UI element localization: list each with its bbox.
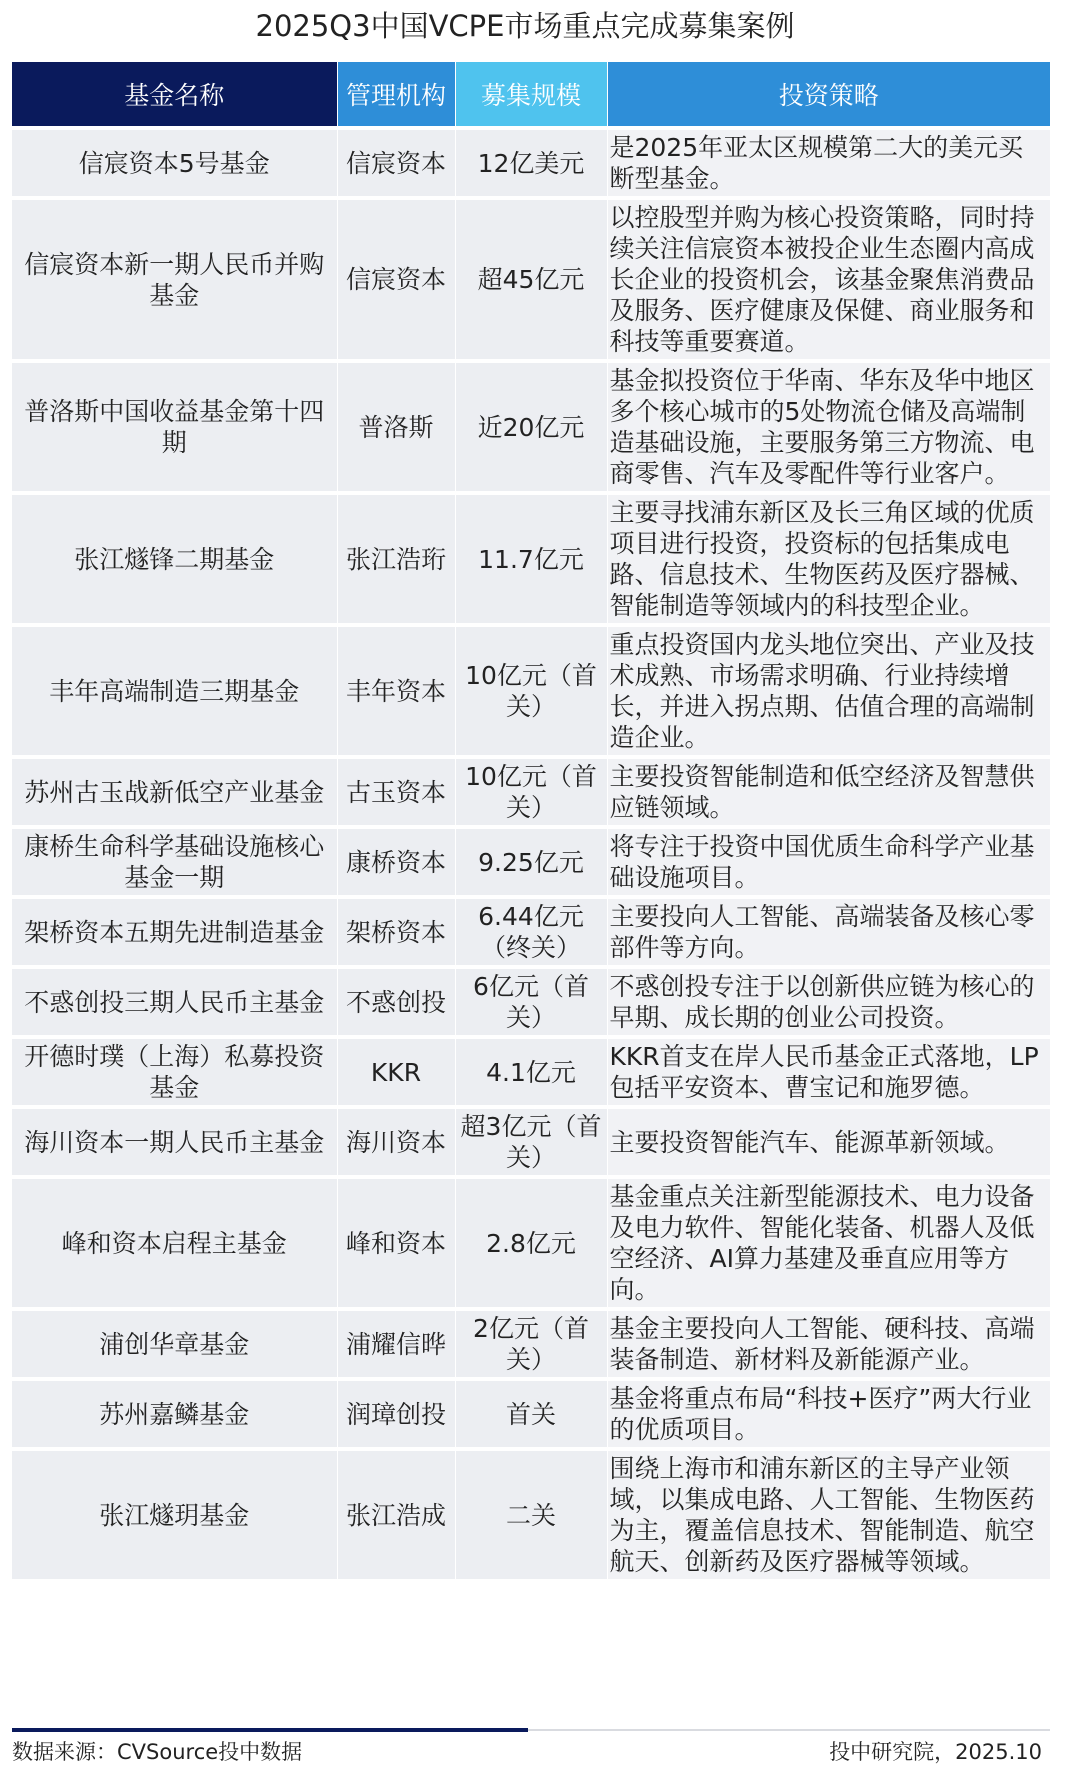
fund-name-cell: 丰年高端制造三期基金 <box>12 625 337 757</box>
strategy-cell: KKR首支在岸人民币基金正式落地，LP包括平安资本、曹宝记和施罗德。 <box>607 1037 1050 1107</box>
fund-size-cell: 4.1亿元 <box>455 1037 607 1107</box>
manager-cell: 信宸资本 <box>337 198 455 361</box>
header-fund-size: 募集规模 <box>455 62 607 128</box>
fund-size-cell: 2.8亿元 <box>455 1177 607 1309</box>
strategy-cell: 主要投资智能制造和低空经济及智慧供应链领域。 <box>607 757 1050 827</box>
table-row <box>12 128 1050 198</box>
table-row <box>12 967 1050 1037</box>
table-row <box>12 1309 1050 1379</box>
fund-size-cell: 6亿元（首关） <box>455 967 607 1037</box>
manager-cell: 普洛斯 <box>337 361 455 493</box>
strategy-cell: 不惑创投专注于以创新供应链为核心的早期、成长期的创业公司投资。 <box>607 967 1050 1037</box>
manager-cell: 峰和资本 <box>337 1177 455 1309</box>
fund-size-cell: 10亿元（首关） <box>455 757 607 827</box>
strategy-cell: 主要投资智能汽车、能源革新领域。 <box>607 1107 1050 1177</box>
fund-size-cell: 2亿元（首关） <box>455 1309 607 1379</box>
fund-name-cell: 架桥资本五期先进制造基金 <box>12 897 337 967</box>
fundraising-cases-table <box>12 62 1050 1579</box>
fund-size-cell: 首关 <box>455 1379 607 1449</box>
table-row <box>12 198 1050 361</box>
fund-size-cell: 6.44亿元（终关） <box>455 897 607 967</box>
manager-cell: 张江浩珩 <box>337 493 455 625</box>
fund-name-cell: 苏州嘉鳞基金 <box>12 1379 337 1449</box>
header-strategy: 投资策略 <box>607 62 1050 128</box>
fund-name-cell: 不惑创投三期人民币主基金 <box>12 967 337 1037</box>
table-row <box>12 1449 1050 1579</box>
manager-cell: 康桥资本 <box>337 827 455 897</box>
table-row <box>12 1177 1050 1309</box>
strategy-cell: 将专注于投资中国优质生命科学产业基础设施项目。 <box>607 827 1050 897</box>
strategy-cell: 基金主要投向人工智能、硬科技、高端装备制造、新材料及新能源产业。 <box>607 1309 1050 1379</box>
fund-name-cell: 苏州古玉战新低空产业基金 <box>12 757 337 827</box>
table-row <box>12 361 1050 493</box>
strategy-cell: 主要投向人工智能、高端装备及核心零部件等方向。 <box>607 897 1050 967</box>
fund-size-cell: 近20亿元 <box>455 361 607 493</box>
table-header-row <box>12 62 1050 128</box>
strategy-cell: 主要寻找浦东新区及长三角区域的优质项目进行投资，投资标的包括集成电路、信息技术、生物医药及医疗器械、智能制造等领域内的科技型企业。 <box>607 493 1050 625</box>
fund-size-cell: 12亿美元 <box>455 128 607 198</box>
fund-name-cell: 信宸资本新一期人民币并购基金 <box>12 198 337 361</box>
fund-name-cell: 普洛斯中国收益基金第十四期 <box>12 361 337 493</box>
table-row <box>12 493 1050 625</box>
page-title: 2025Q3中国VCPE市场重点完成募集案例 <box>255 9 795 43</box>
strategy-cell: 围绕上海市和浦东新区的主导产业领域，以集成电路、人工智能、生物医药为主，覆盖信息技术、智能制造、航空航天、创新药及医疗器械等领域。 <box>607 1449 1050 1579</box>
fund-name-cell: 峰和资本启程主基金 <box>12 1177 337 1309</box>
table-row <box>12 827 1050 897</box>
fund-name-cell: 信宸资本5号基金 <box>12 128 337 198</box>
header-fund-name: 基金名称 <box>12 62 337 128</box>
manager-cell: 古玉资本 <box>337 757 455 827</box>
table-row <box>12 1107 1050 1177</box>
fund-name-cell: 张江燧玥基金 <box>12 1449 337 1579</box>
fund-size-cell: 超3亿元（首关） <box>455 1107 607 1177</box>
manager-cell: 张江浩成 <box>337 1449 455 1579</box>
table-row <box>12 757 1050 827</box>
fund-name-cell: 张江燧锋二期基金 <box>12 493 337 625</box>
strategy-cell: 重点投资国内龙头地位突出、产业及技术成熟、市场需求明确、行业持续增长，并进入拐点期、估值合理的高端制造企业。 <box>607 625 1050 757</box>
strategy-cell: 是2025年亚太区规模第二大的美元买断型基金。 <box>607 128 1050 198</box>
fund-size-cell: 二关 <box>455 1449 607 1579</box>
table-body <box>12 128 1050 1579</box>
table-row <box>12 897 1050 967</box>
manager-cell: 不惑创投 <box>337 967 455 1037</box>
data-source: 数据来源：CVSource投中数据 <box>12 1740 303 1764</box>
strategy-cell: 基金重点关注新型能源技术、电力设备及电力软件、智能化装备、机器人及低空经济、AI算力基建及垂直应用等方向。 <box>607 1177 1050 1309</box>
fund-name-cell: 海川资本一期人民币主基金 <box>12 1107 337 1177</box>
fund-name-cell: 开德时璞（上海）私募投资基金 <box>12 1037 337 1107</box>
credit-line: 投中研究院，2025.10 <box>829 1740 1042 1764</box>
manager-cell: 架桥资本 <box>337 897 455 967</box>
fund-name-cell: 浦创华章基金 <box>12 1309 337 1379</box>
manager-cell: 信宸资本 <box>337 128 455 198</box>
table-row <box>12 625 1050 757</box>
fund-name-cell: 康桥生命科学基础设施核心基金一期 <box>12 827 337 897</box>
manager-cell: 润璋创投 <box>337 1379 455 1449</box>
strategy-cell: 以控股型并购为核心投资策略，同时持续关注信宸资本被投企业生态圈内高成长企业的投资机会，该基金聚焦消费品及服务、医疗健康及保健、商业服务和科技等重要赛道。 <box>607 198 1050 361</box>
fund-size-cell: 10亿元（首关） <box>455 625 607 757</box>
table-row <box>12 1379 1050 1449</box>
table-row <box>12 1037 1050 1107</box>
strategy-cell: 基金拟投资位于华南、华东及华中地区多个核心城市的5处物流仓储及高端制造基础设施，主要服务第三方物流、电商零售、汽车及零配件等行业客户。 <box>607 361 1050 493</box>
manager-cell: 丰年资本 <box>337 625 455 757</box>
fund-size-cell: 超45亿元 <box>455 198 607 361</box>
footer-accent-bar <box>12 1728 528 1732</box>
manager-cell: 海川资本 <box>337 1107 455 1177</box>
fund-size-cell: 11.7亿元 <box>455 493 607 625</box>
manager-cell: 浦耀信晔 <box>337 1309 455 1379</box>
header-manager: 管理机构 <box>337 62 455 128</box>
manager-cell: KKR <box>337 1037 455 1107</box>
fund-size-cell: 9.25亿元 <box>455 827 607 897</box>
strategy-cell: 基金将重点布局“科技+医疗”两大行业的优质项目。 <box>607 1379 1050 1449</box>
